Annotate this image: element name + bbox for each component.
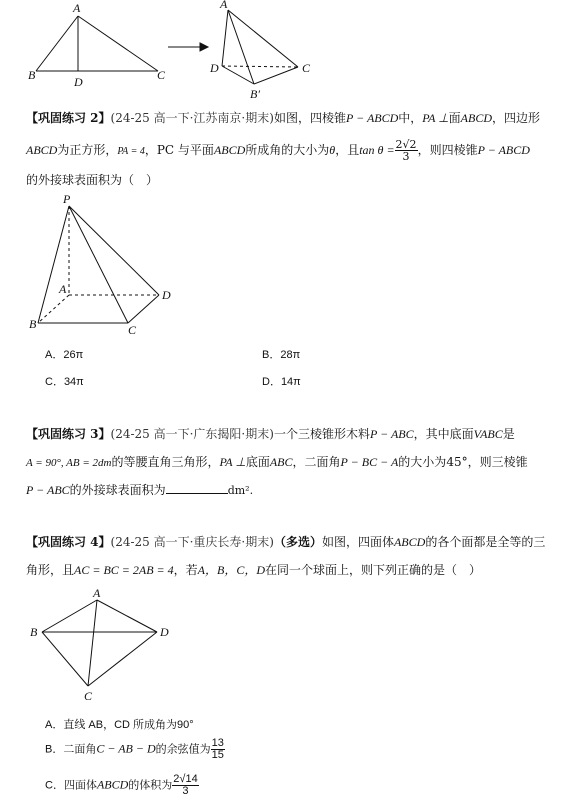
q2-option-d[interactable]: D．14π xyxy=(262,376,301,388)
q2-fig-label-a: A xyxy=(59,282,67,296)
q2-option-a[interactable]: A．26π xyxy=(45,349,84,361)
q2-text: ，四边形 xyxy=(492,111,541,125)
q2-text: ，且 xyxy=(335,143,360,157)
q3-text: ，其中底面 xyxy=(413,427,474,441)
q4-tag: 【巩固练习 4】 xyxy=(26,535,111,549)
fig1r-label-c: C xyxy=(302,61,311,75)
q4-fig-label-a: A xyxy=(93,586,101,600)
q2-text: 中， xyxy=(398,111,423,125)
q2-text: 面 xyxy=(448,111,461,125)
q3-deg: 45° xyxy=(446,455,468,469)
q3-pabc: P − ABC xyxy=(369,427,414,441)
q3-text: ，二面角 xyxy=(292,455,341,469)
q2-theta: θ xyxy=(329,143,336,157)
q3-cond: A = 90°, AB = 2dm xyxy=(26,457,112,469)
q2-fig-label-b: B xyxy=(29,317,37,331)
q4-fig-label-b: B xyxy=(30,625,38,639)
q3-pa-perp: PA ⊥ xyxy=(219,455,246,469)
q4-fig-label-d: D xyxy=(160,625,169,639)
q3-text: 一个三棱锥形木料 xyxy=(273,427,370,441)
q2-source: (24-25 高一下·江苏南京·期末) xyxy=(110,111,274,125)
q2-text: 所成角的大小为 xyxy=(245,143,330,157)
q2-fraction: $\frac{2√2}{3}$ xyxy=(395,138,417,163)
q2-fig-label-c: C xyxy=(128,323,137,337)
fig1r-label-d: D xyxy=(210,61,219,75)
fig1r-label-a: A xyxy=(220,0,228,11)
q2-tag: 【巩固练习 2】 xyxy=(26,111,111,125)
q3-line2 xyxy=(26,454,556,471)
q2-abcd: ABCD xyxy=(213,143,246,157)
answer-blank[interactable] xyxy=(166,482,228,494)
q2-abcd: ABCD xyxy=(460,111,493,125)
q4-line2 xyxy=(26,562,556,578)
fig1-label-c: C xyxy=(157,68,166,82)
q2-text: ，PC 与平面 xyxy=(144,143,214,157)
q4-optb-fraction: $\frac{13}{15}$ xyxy=(211,737,224,761)
q4-text: 的各个面都是全等的三 xyxy=(425,535,546,549)
q2-abcd: ABCD xyxy=(26,143,58,157)
fig1r-label-bp: B′ xyxy=(250,87,260,101)
q3-text: 是 xyxy=(502,427,515,441)
fig1-label-d: D xyxy=(74,75,83,89)
q3-text: 底面 xyxy=(245,455,270,469)
q2-line3 xyxy=(26,172,556,188)
q4-text: 如图，四面体 xyxy=(321,535,394,549)
q4-multi: （多选） xyxy=(273,535,322,549)
fig1-label-b: B xyxy=(28,68,36,82)
q2-pa-perp: PA ⊥ xyxy=(422,111,449,125)
q2-option-b[interactable]: B．28π xyxy=(262,349,301,361)
q4-option-c[interactable]: C．四面体ABCD的体积为 $\frac{2√14}{3}$ xyxy=(45,773,198,797)
q3-unit: dm². xyxy=(227,484,254,497)
q2-fig-label-d: D xyxy=(162,288,171,302)
fig1-label-a: A xyxy=(73,1,81,15)
q3-text: ，则三棱锥 xyxy=(467,455,528,469)
q4-abcd: ABCD xyxy=(393,535,426,549)
q2-text: 如图，四棱锥 xyxy=(273,111,346,125)
q2-pabcd: P − ABCD xyxy=(477,143,530,157)
q3-pabc: P − ABC xyxy=(26,483,70,497)
q4-fig-label-c: C xyxy=(84,689,93,703)
q3-text: 的大小为 xyxy=(398,455,447,469)
q4-text: ，若 xyxy=(173,563,198,577)
q4-text: 在同一个球面上，则下列正确的是（ ） xyxy=(265,563,482,577)
q4-line1 xyxy=(26,534,556,550)
q3-text: 的外接球表面积为 xyxy=(69,483,166,497)
q3-text: 的等腰直角三角形， xyxy=(111,455,220,469)
q2-pabcd: P − ABCD xyxy=(345,111,399,125)
q2-option-c[interactable]: C．34π xyxy=(45,376,84,388)
q2-pa4: PA = 4 xyxy=(117,146,145,157)
q3-dihedral: P − BC − A xyxy=(340,455,399,469)
q2-tan: tan θ = xyxy=(359,143,395,157)
q3-vabc: VABC xyxy=(473,427,503,441)
q3-line1 xyxy=(26,426,556,442)
q3-source: (24-25 高一下·广东揭阳·期末) xyxy=(110,427,274,441)
q2-text: 的外接球表面积为（ ） xyxy=(26,173,159,187)
q4-option-b[interactable]: B．二面角C − AB − D的余弦值为 $\frac{13}{15}$ xyxy=(45,737,224,761)
q4-cond: AC = BC = 2AB = 4 xyxy=(74,563,174,577)
q3-tag: 【巩固练习 3】 xyxy=(26,427,111,441)
q4-source: (24-25 高一下·重庆长寿·期末) xyxy=(110,535,274,549)
q2-text: 为正方形， xyxy=(57,143,118,157)
q3-abc: ABC xyxy=(269,455,293,469)
q2-text: ，则四棱锥 xyxy=(417,143,478,157)
q3-line3 xyxy=(26,482,556,499)
q4-pts: A，B，C，D xyxy=(197,563,265,577)
q4-option-a[interactable]: A．直线 AB，CD 所成角为90° xyxy=(45,719,194,731)
q4-text: 角形，且 xyxy=(26,563,75,577)
q4-optc-fraction: $\frac{2√14}{3}$ xyxy=(173,773,198,797)
q2-fig-label-p: P xyxy=(63,192,71,206)
